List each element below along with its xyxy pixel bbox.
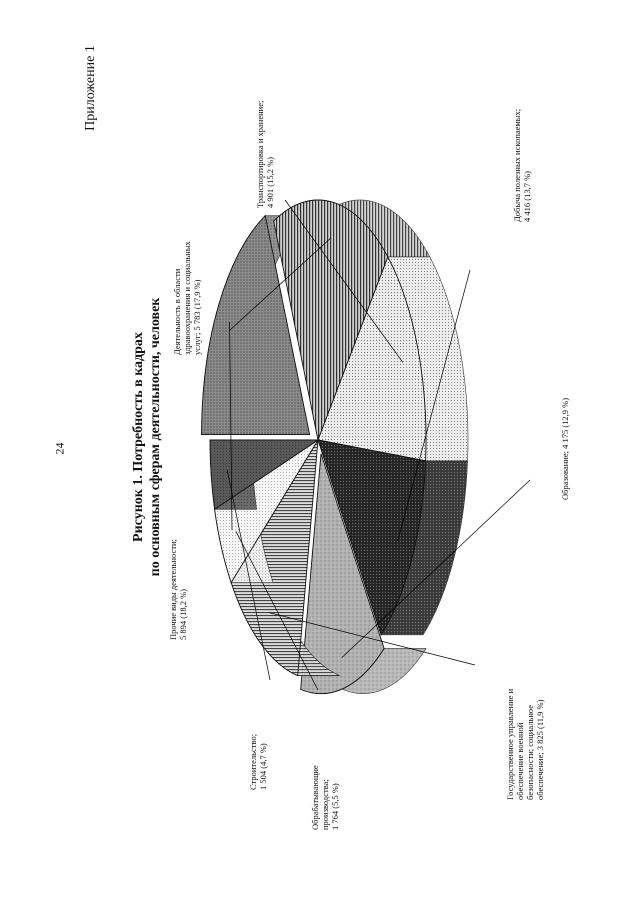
chart-title-line1: Рисунок 1. Потребность в кадрах xyxy=(131,332,146,542)
page-number: 24 xyxy=(52,442,67,455)
pie-slices xyxy=(202,200,468,694)
slice-label: Образование; 4 175 (12,9 %) xyxy=(560,397,570,500)
appendix-label: Приложение 1 xyxy=(82,45,98,131)
slice-label: Государственное управление и обеспечение военной безопасности; социальное обеспечение; 3 825 (11,9 %) xyxy=(505,688,545,800)
slice-label: Добыча полезных ископаемых; 4 416 (13,7 %) xyxy=(512,108,532,222)
slice-label: Строительство; 1 504 (4,7 %) xyxy=(248,733,268,790)
slice-label: Прочие виды деятельности; 5 894 (18,2 %) xyxy=(168,539,188,640)
slice-label: Обрабатывающие производства; 1 764 (5,5 %) xyxy=(310,765,340,830)
chart-title-line2: по основным сферам деятельности, человек xyxy=(148,297,163,577)
slice-label: Транспортировка и хранение; 4 901 (15,2 %) xyxy=(255,100,275,208)
slice-label: Деятельность в области здравоохранения и социальных услуг; 5 783 (17,9 %) xyxy=(172,241,202,355)
